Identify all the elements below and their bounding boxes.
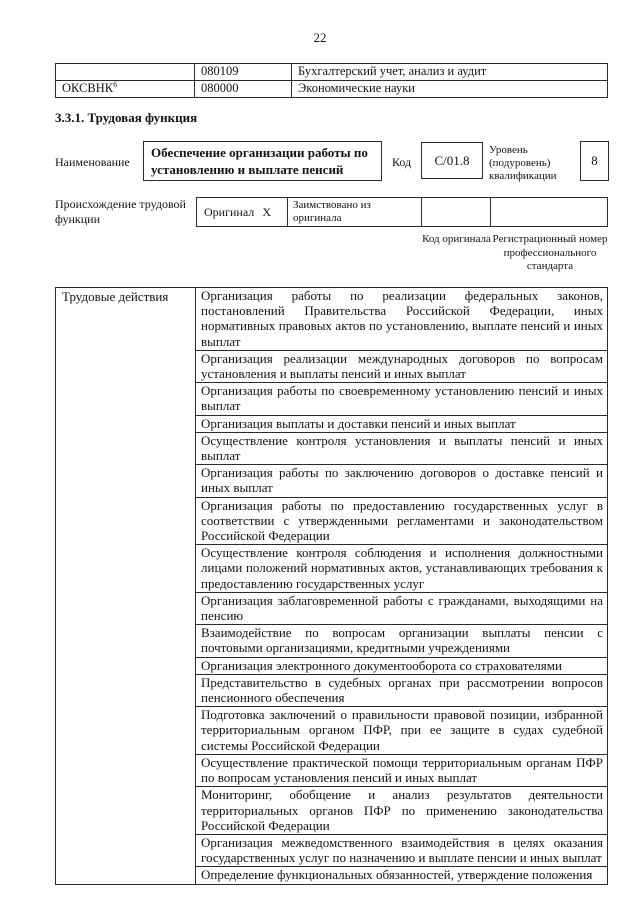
qualification-level-box: 8 — [580, 141, 609, 181]
labor-action-row: Организация реализации международных договоров по вопросам установления и выплаты пенсий и иных выплат — [196, 350, 607, 382]
origin-code-cell — [421, 198, 490, 226]
labor-action-row: Определение функциональных обязанностей, утверждение положения — [196, 866, 607, 883]
labor-action-row: Представительство в судебных органах при рассмотрении вопросов пенсионного обеспечения — [196, 674, 607, 706]
labor-action-row: Мониторинг, обобщение и анализ результатов деятельности территориальных органов ПФР по применению законодательства Российской Федерации — [196, 786, 607, 834]
classifier-name-cell: Бухгалтерский учет, анализ и аудит — [291, 64, 607, 80]
labor-action-row: Подготовка заключений о правильности правовой позиции, избранной территориальным органом ПФР, при ее защите в судах судебной системы Российской Федерации — [196, 706, 607, 754]
classifier-name-cell: Экономические науки — [291, 81, 607, 97]
classifier-code-cell: 080109 — [194, 64, 291, 80]
function-code-box: С/01.8 — [421, 142, 483, 179]
labor-actions-header: Трудовые действия — [56, 288, 196, 884]
footnote-marker: 6 — [113, 81, 118, 89]
labor-action-row: Осуществление контроля установления и выплаты пенсий и иных выплат — [196, 432, 607, 464]
section-heading: 3.3.1. Трудовая функция — [55, 110, 198, 125]
origin-original-mark: X — [262, 204, 271, 219]
qualification-level-label: Уровень (подуровень) квалификации — [489, 144, 557, 182]
classifier-table — [55, 63, 608, 98]
labor-action-row: Организация работы по заключению договоров о доставке пенсий и иных выплат — [196, 464, 607, 496]
origin-original-label: Оригинал — [204, 204, 255, 219]
origin-reg-cell — [490, 198, 607, 226]
classifier-code-cell: 080000 — [194, 81, 291, 97]
table-row — [56, 64, 607, 80]
origin-code-caption: Код оригинала — [422, 233, 491, 245]
origin-table — [196, 197, 608, 227]
labor-actions-table — [55, 287, 608, 885]
labor-action-row: Взаимодействие по вопросам организации выплаты пенсии с почтовыми организациями, кредитными учреждениями — [196, 624, 607, 656]
classifier-label-cell: ОКСВНК$^6$ — [62, 81, 118, 95]
origin-label: Происхождение трудовой функции — [55, 197, 186, 226]
labor-action-row: Организация работы по реализации федеральных законов, постановлений Правительства Российской Федерации, иных нормативных правовых актов по установлению, выплате пенсий и иных выплат — [201, 288, 603, 349]
origin-original-cell — [197, 198, 287, 226]
labor-action-row: Организация работы по предоставлению государственных услуг в соответствии с утвержденными регламентами и законодательством Российской Федерации — [196, 497, 607, 545]
labor-action-row: Осуществление контроля соблюдения и исполнения должностными лицами положений нормативных актов, устанавливающих требования к предоставлению государственных услуг — [196, 544, 607, 592]
labor-action-row: Организация межведомственного взаимодействия в целях оказания государственных услуг по назначению и выплате пенсии и иных выплат — [196, 834, 607, 866]
labor-action-row: Организация выплаты и доставки пенсий и иных выплат — [196, 415, 607, 432]
origin-borrowed-cell: Заимствовано из оригинала — [287, 198, 421, 226]
labor-actions-list — [196, 288, 607, 884]
function-code-label: Код — [392, 155, 412, 169]
function-name-label: Наименование — [55, 155, 130, 169]
labor-action-row: Организация электронного документооборота со страхователями — [196, 657, 607, 674]
labor-action-row: Организация заблаговременной работы с гражданами, выходящими на пенсию — [196, 592, 607, 624]
origin-reg-caption: Регистрационный номер профессионального стандарта — [492, 233, 608, 272]
classifier-label-cell — [56, 64, 194, 80]
page-number: 22 — [313, 30, 327, 45]
function-name-box: Обеспечение организации работы по установлению и выплате пенсий — [143, 141, 382, 181]
table-row — [56, 80, 607, 97]
labor-action-row: Организация работы по своевременному установлению пенсий и иных выплат — [196, 382, 607, 414]
labor-action-row: Осуществление практической помощи территориальным органам ПФР по вопросам установления пенсий и иных выплат — [196, 754, 607, 786]
